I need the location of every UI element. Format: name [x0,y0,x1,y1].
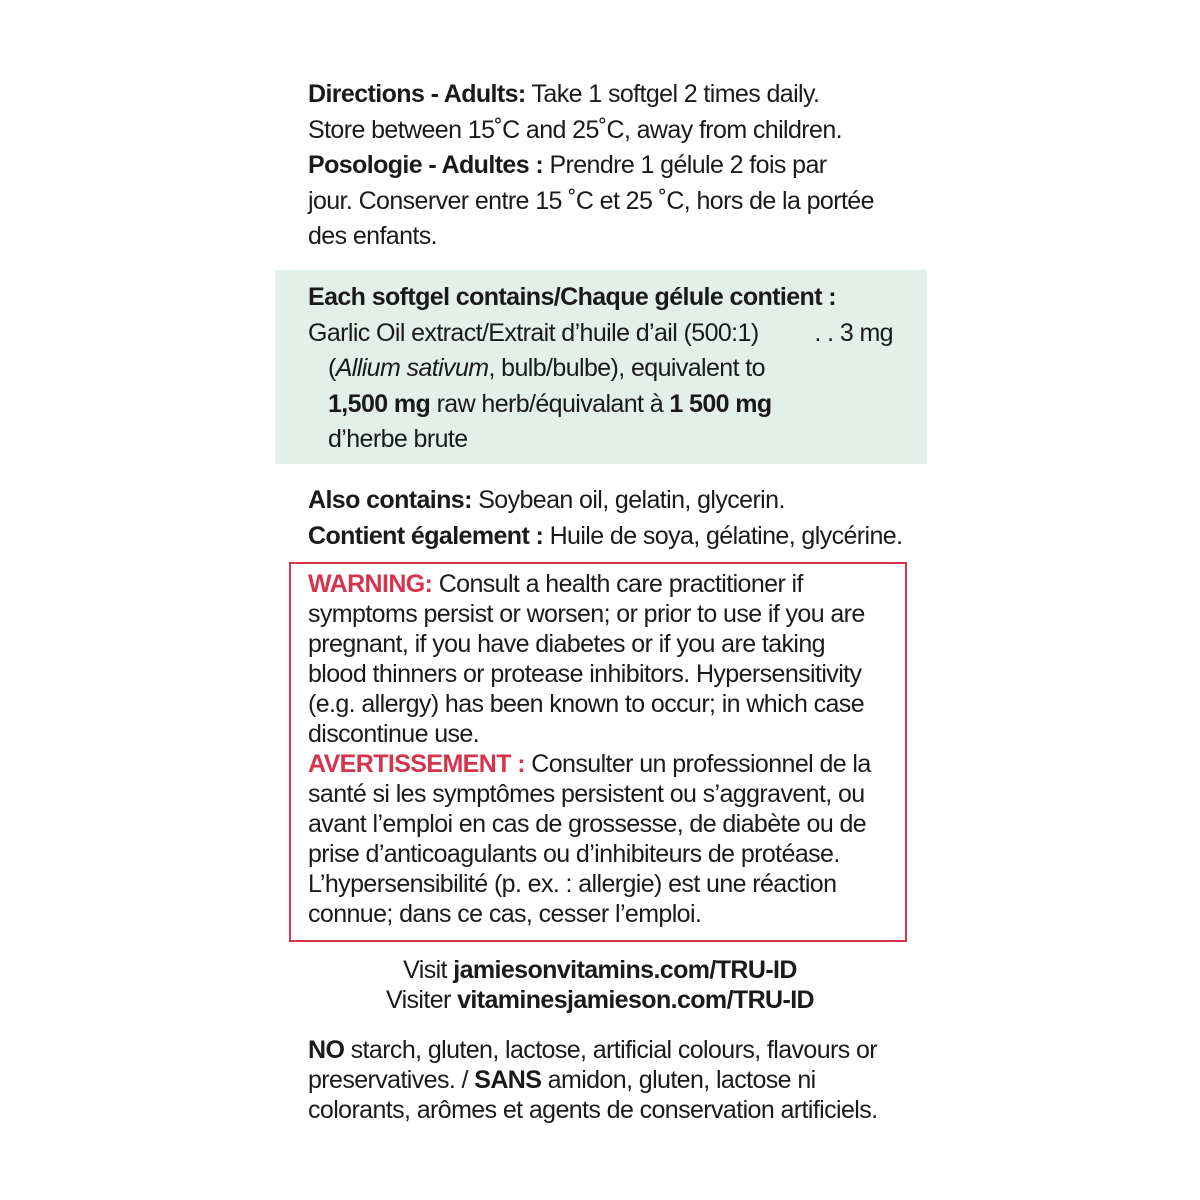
directions-fr-line-2: jour. Conserver entre 15 ˚C et 25 ˚C, hors de la portée [308,186,874,215]
warning-section [308,569,871,929]
ingredient-leader-dots: . . [814,318,840,347]
directions-fr-line-1 [308,148,874,184]
also-contains-fr-text: Huile de soya, gélatine, glycérine. [543,521,903,550]
website-en-url: jamiesonvitamins.com/TRU-ID [453,956,797,984]
warning-fr-line-1 [308,749,871,779]
ingredient-amount-wrap [814,316,893,352]
website-fr-line [289,985,911,1015]
website-fr-url: vitaminesjamieson.com/TRU-ID [457,986,815,1014]
equivalent-amount-fr: 1 500 mg [669,389,772,418]
directions-en-text: Take 1 softgel 2 times daily. [525,80,820,108]
free-from-en-keyword: NO [308,1036,345,1064]
warning-en-text-1: Consult a health care practitioner if [432,570,803,598]
free-from-line-3: colorants, arômes et agents de conservation artificiels. [308,1096,878,1124]
directions-en-line-2: Store between 15˚C and 25˚C, away from children. [308,115,842,144]
warning-en-line-5: (e.g. allergy) has been known to occur; in which case [308,690,865,718]
free-from-section [308,1035,877,1125]
also-contains-fr-heading: Contient également : [308,521,544,550]
free-from-en-text: starch, gluten, lactose, artificial colours, flavours or [344,1036,878,1064]
ingredients-heading-text: Each softgel contains/Chaque gélule contient : [308,283,837,311]
website-fr-prefix: Visiter [385,986,458,1014]
website-en-line [289,955,911,985]
free-from-line-2 [308,1065,877,1095]
warning-fr-line-6: connue; dans ce cas, cesser l’emploi. [308,900,702,928]
warning-fr-line-4: prise d’anticoagulants ou d’inhibiteurs de protéase. [308,840,840,868]
equivalent-text: raw herb/équivalant à [430,389,670,418]
also-contains-fr [308,519,902,555]
non-medicinal-ingredients-section [308,483,902,554]
also-contains-en-text: Soybean oil, gelatin, glycerin. [471,486,785,514]
free-from-line-1 [308,1035,877,1065]
website-en-prefix: Visit [403,956,454,984]
warning-en-line-2: symptoms persist or worsen; or prior to use if you are [308,600,865,628]
medicinal-ingredients-section [308,280,893,458]
free-from-fr-keyword: SANS [474,1066,542,1094]
warning-en-heading: WARNING: [308,570,433,598]
directions-fr-heading: Posologie - Adultes : [308,151,544,179]
directions-fr-line-3: des enfants. [308,222,438,250]
warning-en-line-4: blood thinners or protease inhibitors. Hypersensitivity [308,660,862,688]
warning-fr-line-5: L’hypersensibilité (p. ex. : allergie) est une réaction [308,870,837,898]
equivalent-amount-en: 1,500 mg [328,389,431,418]
warning-en-line-1 [308,569,871,599]
website-section [289,955,911,1015]
warning-fr-line-2: santé si les symptômes persistent ou s’aggravent, ou [308,780,865,808]
directions-en-heading: Directions - Adults: [308,80,526,108]
ingredients-heading [308,280,893,316]
source-open-paren: ( [328,354,336,382]
ingredient-row [308,316,893,352]
warning-en-line-6: discontinue use. [308,720,480,748]
also-contains-en [308,483,902,519]
free-from-en-text-end: preservatives. / [308,1066,475,1094]
directions-en-line-1 [308,77,874,113]
ingredient-amount: 3 mg [839,318,893,347]
warning-fr-line-3: avant l’emploi en cas de grossesse, de diabète ou de [308,810,867,838]
source-text: , bulb/bulbe), equivalent to [488,354,765,382]
directions-fr-text: Prendre 1 gélule 2 fois par [543,151,827,179]
warning-fr-text-1: Consulter un professionnel de la [524,750,871,778]
warning-en-line-3: pregnant, if you have diabetes or if you are taking [308,630,825,658]
ingredient-equivalent-end: d’herbe brute [328,425,468,453]
warning-fr-heading: AVERTISSEMENT : [308,750,525,778]
ingredient-name: Garlic Oil extract/Extrait d’huile d’ail (500:1) [308,318,759,347]
latin-name: Allium sativum [335,354,489,382]
ingredient-equivalent-line [308,387,893,423]
directions-section [308,77,874,255]
free-from-fr-text: amidon, gluten, lactose ni [541,1066,816,1094]
also-contains-en-heading: Also contains: [308,486,472,514]
ingredient-source-line [308,351,893,387]
